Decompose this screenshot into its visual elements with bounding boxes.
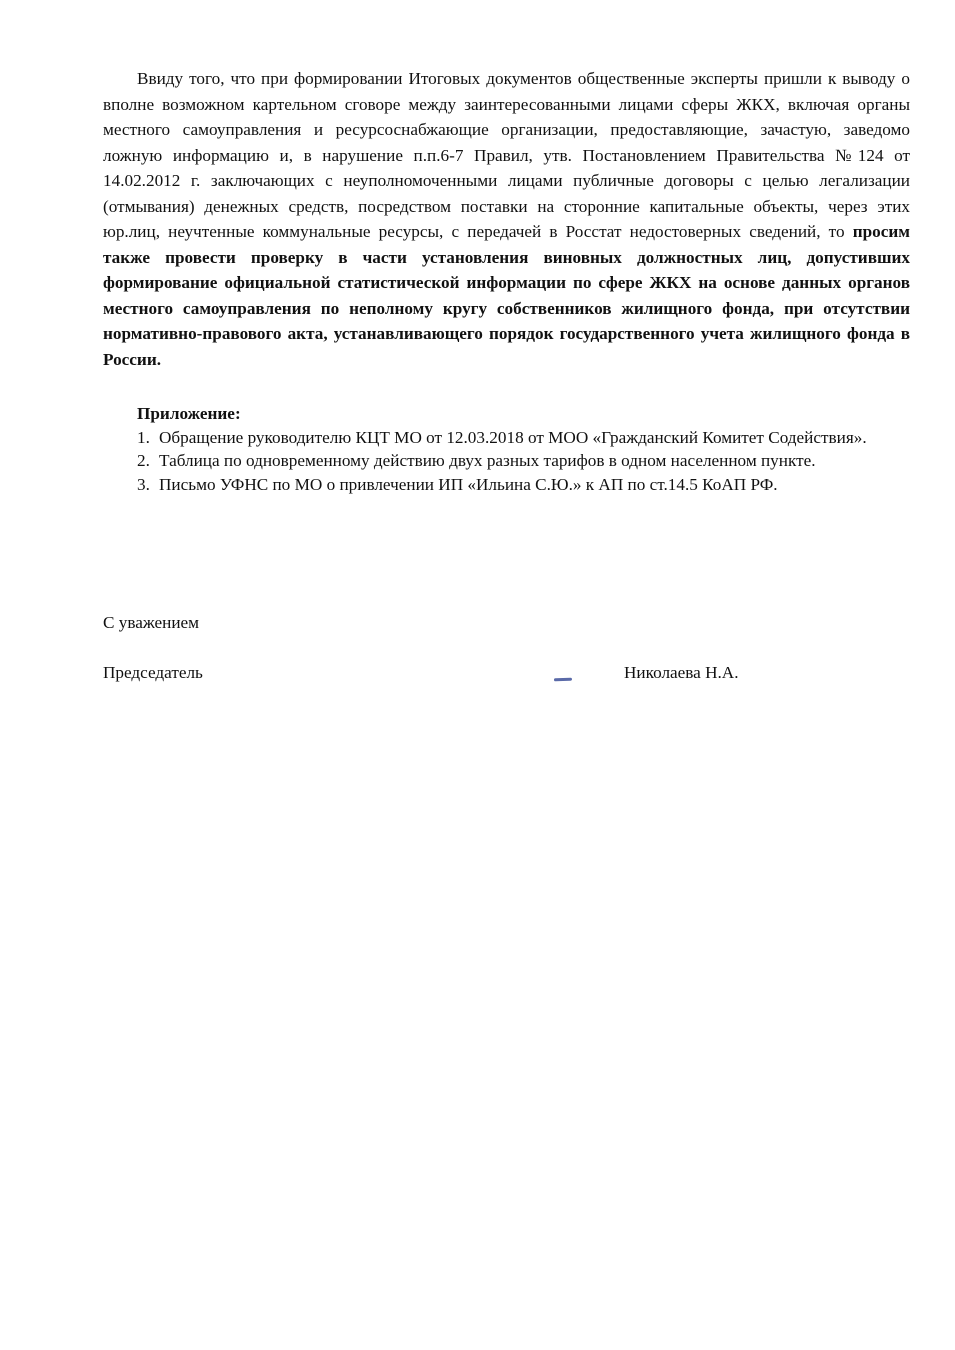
appendix-item-number: 3. [137, 474, 150, 494]
signatory-role: Председатель [103, 663, 203, 682]
appendix-item [103, 474, 910, 497]
appendix-title: Приложение: [137, 404, 241, 423]
signature-mark [554, 678, 572, 682]
appendix-item [103, 450, 910, 473]
appendix-item-number: 2. [137, 451, 150, 470]
paragraph-bold-request: просим также провести проверку в части установления виновных должностных лиц, допустивших формирование официальной статистической информации по сфере ЖКХ на основе данных органов местного самоуправления по неполному кругу собственников жилищного фонда, при отсутствии нормативно-правового акта, устанавливающего порядок государственного учета жилищного фонда в России. [103, 222, 910, 369]
main-paragraph [103, 66, 910, 372]
appendix-list [103, 427, 910, 497]
closing-phrase: С уважением [103, 613, 200, 632]
appendix-item-text: Обращение руководителю КЦТ МО от 12.03.2018 от МОО «Гражданский Комитет Содействия». [159, 427, 867, 447]
signatory-name: Николаева Н.А. [624, 663, 739, 682]
signature-block [103, 660, 910, 690]
appendix-item-number: 1. [137, 427, 150, 447]
appendix-item [103, 427, 910, 450]
appendix-item-text: Таблица по одновременному действию двух разных тарифов в одном населенном пункте. [159, 451, 816, 470]
paragraph-regular-text: Ввиду того, что при формировании Итоговых документов общественные эксперты пришли к выводу о вполне возможном картельном сговоре между заинтересованными лицами сферы ЖКХ, включая органы местного самоуправления и ресурсоснабжающие организации, предоставляющие, зачастую, заведомо ложную информацию и, в нарушение п.п.6-7 Правил, утв. Постановлением Правительства №124 от 14.02.2012 г. заключающих с неуполномоченными лицами публичные договоры с целью легализации (отмывания) денежных средств, посредством поставки на сторонние капитальные объекты, через этих юр.лиц, неучтенные коммунальные ресурсы, с передачей в Росстат недостоверных сведений, то [103, 69, 910, 241]
appendix-item-text: Письмо УФНС по МО о привлечении ИП «Ильина С.Ю.» к АП по ст.14.5 КоАП РФ. [159, 474, 778, 494]
letter-body [103, 66, 910, 497]
